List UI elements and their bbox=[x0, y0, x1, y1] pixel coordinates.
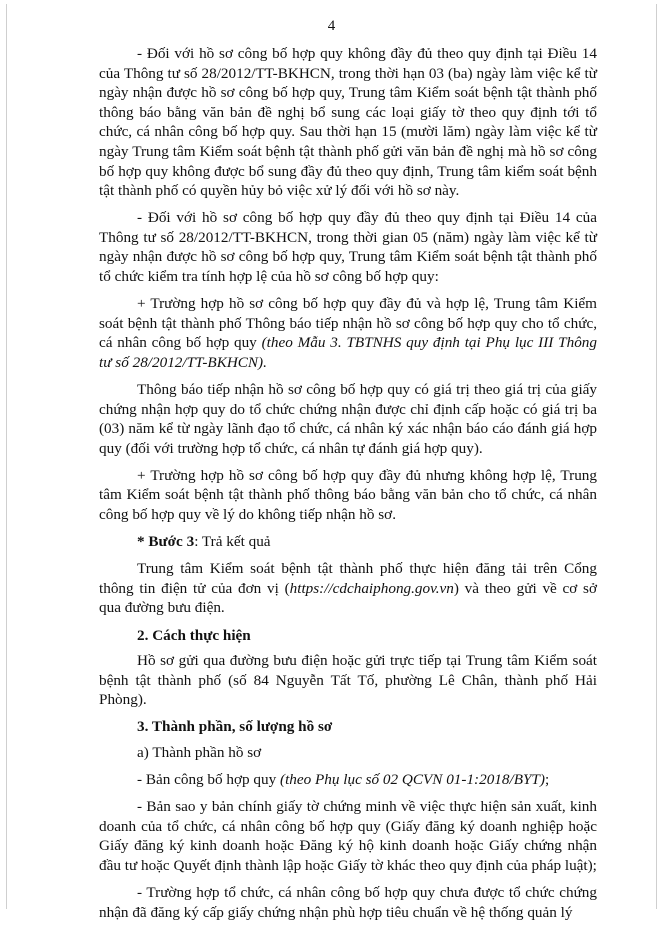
text-run: - Đối với hồ sơ công bố hợp quy không đầy đủ theo quy định tại Điều 14 của Thông tư số 28/2012/TT-BKHCN, trong thời hạn 03 (ba) ngày làm việc kể từ ngày nhận được hồ sơ công bố hợp quy, Trung tâm Kiểm soát bệnh tật thành phố thông báo bằng văn bản đề nghị bổ sung các loại giấy tờ theo quy định tới tổ chức, cá nhân công bố hợp quy. Sau thời hạn 15 (mười lăm) ngày làm việc kể từ ngày Trung tâm Kiểm soát bệnh tật thành phố gửi văn bản đề nghị mà hồ sơ công bố hợp quy không được bổ sung đầy đủ theo quy định, Trung tâm kiểm soát bệnh tật thành phố có quyền hủy bỏ việc xử lý đối với hồ sơ này. bbox=[99, 45, 597, 200]
paragraph bbox=[99, 559, 597, 618]
text-run: 2. Cách thực hiện bbox=[137, 626, 251, 644]
paragraph bbox=[99, 466, 597, 525]
text-run: + Trường hợp hồ sơ công bố hợp quy đầy đủ nhưng không hợp lệ, Trung tâm Kiểm soát bệnh tật thành phố thông báo bằng văn bản cho tổ chức, cá nhân công bố hợp quy về lý do không tiếp nhận hồ sơ. bbox=[99, 466, 597, 524]
text-run: Hồ sơ gửi qua đường bưu điện hoặc gửi trực tiếp tại Trung tâm Kiểm soát bệnh tật thành phố (số 84 Nguyễn Tất Tố, phường Lê Chân, thành phố Hải Phòng). bbox=[99, 652, 597, 709]
text-run: - Đối với hồ sơ công bố hợp quy đầy đủ theo quy định tại Điều 14 của Thông tư số 28/2012/TT-BKHCN, trong thời gian 05 (năm) ngày làm việc kể từ ngày nhận được hồ sơ công bố hợp quy, Trung tâm Kiểm soát bệnh tật thành phố tổ chức kiểm tra tính hợp lệ của hồ sơ công bố hợp quy: bbox=[99, 209, 597, 286]
text-run: - Bản công bố hợp quy bbox=[137, 771, 281, 789]
paragraph bbox=[99, 770, 597, 790]
paragraph bbox=[99, 532, 597, 552]
paragraph bbox=[99, 294, 597, 372]
page-number: 4 bbox=[327, 18, 336, 34]
bold-text: * Bước 3 bbox=[137, 533, 195, 551]
text-run: Trung tâm Kiểm soát bệnh tật thành phố thực hiện đăng tải trên Cổng thông tin điện tử của đơn vị ( bbox=[99, 560, 597, 597]
section-heading bbox=[99, 717, 597, 737]
italic-text: https://cdchaiphong.gov.vn bbox=[289, 579, 454, 597]
text-run: Thông báo tiếp nhận hồ sơ công bố hợp quy có giá trị theo giá trị của giấy chứng nhận hợp quy do tổ chức chứng nhận được chỉ định cấp hoặc có giá trị ba (03) năm kể từ ngày lãnh đạo tổ chức, cá nhân ký xác nhận báo cáo đánh giá hợp quy (đối với trường hợp tổ chức, cá nhân tự đánh giá hợp quy). bbox=[99, 381, 597, 457]
text-run: ; bbox=[544, 771, 550, 789]
text-run: + Trường hợp hồ sơ công bố hợp quy đầy đủ và hợp lệ, Trung tâm Kiểm soát bệnh tật thành phố Thông báo tiếp nhận hồ sơ công bố hợp quy cho tổ chức, cá nhân công bố hợp quy bbox=[99, 295, 597, 352]
paragraph bbox=[99, 651, 597, 710]
paragraph bbox=[99, 883, 597, 922]
text-run: - Trường hợp tổ chức, cá nhân công bố hợp quy chưa được tổ chức chứng nhận đã đăng ký cấp giấy chứng nhận phù hợp tiêu chuẩn về hệ thống quản lý bbox=[99, 884, 597, 921]
text-run: ) và theo gửi về cơ sở qua đường bưu điện. bbox=[99, 579, 597, 617]
paragraph bbox=[99, 797, 597, 875]
text-run: : Trả kết quả bbox=[194, 533, 271, 551]
paragraph bbox=[99, 44, 597, 201]
text-run: a) Thành phần hồ sơ bbox=[137, 744, 262, 761]
italic-text: (theo Mẫu 3. TBTNHS quy định tại Phụ lục III Thông tư số 28/2012/TT-BKHCN). bbox=[99, 334, 597, 371]
section-heading bbox=[99, 626, 597, 646]
paragraph bbox=[99, 208, 597, 286]
paragraph bbox=[99, 380, 597, 458]
text-run: 3. Thành phần, số lượng hồ sơ bbox=[137, 718, 333, 736]
text-run: - Bản sao y bản chính giấy tờ chứng minh về việc thực hiện sản xuất, kinh doanh của tổ chức, cá nhân công bố hợp quy (Giấy đăng ký doanh nghiệp hoặc Giấy đăng ký kinh doanh hoặc Đăng ký hộ kinh doanh hoặc Giấy chứng nhận đầu tư hoặc Quyết định thành lập hoặc Giấy tờ khác theo quy định của pháp luật); bbox=[99, 798, 597, 874]
italic-text: (theo Phụ lục số 02 QCVN 01-1:2018/BYT) bbox=[280, 771, 545, 789]
document-body bbox=[99, 44, 597, 930]
paragraph bbox=[99, 743, 597, 763]
